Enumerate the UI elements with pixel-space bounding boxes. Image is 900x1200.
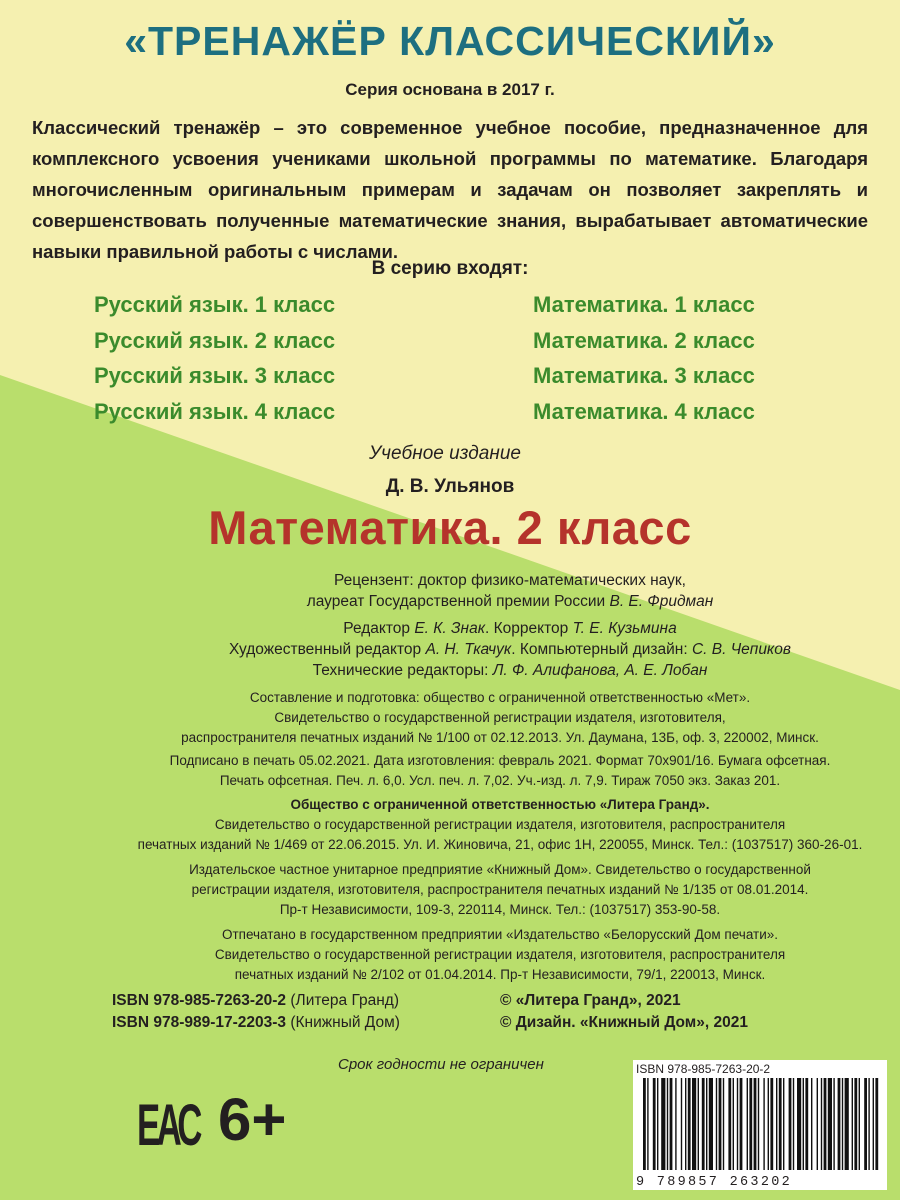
barcode-bar <box>793 1078 794 1170</box>
barcode-bar <box>709 1078 713 1170</box>
barcode-bar <box>675 1078 676 1170</box>
barcode-bar <box>824 1078 827 1170</box>
author: Д. В. Ульянов <box>385 476 515 497</box>
design-label: . Компьютерный дизайн: <box>511 641 692 658</box>
barcode-bar <box>653 1078 656 1170</box>
imprint-line: Отпечатано в государственном предприятии «Издательство «Белорусский Дом печати». <box>221 927 779 942</box>
barcode-bar <box>873 1078 874 1170</box>
print-info <box>110 751 890 791</box>
compiled-info <box>110 688 890 748</box>
art-editor-line <box>140 639 880 660</box>
imprint-line: Подписано в печать 05.02.2021. Дата изготовления: февраль 2021. Формат 70x901/16. Бумага офсетная. <box>169 753 831 768</box>
barcode-bar <box>776 1078 777 1170</box>
edition-type-text: Учебное издание <box>369 443 521 464</box>
series-founded: Серия основана в 2017 г. <box>345 80 555 99</box>
barcode-bar <box>758 1078 759 1170</box>
imprint-line: Печать офсетная. Печ. л. 6,0. Усл. печ. л. 7,02. Уч.-изд. л. 7,9. Тираж 7050 экз. Заказ 201. <box>219 773 781 788</box>
copyright <box>500 990 748 1034</box>
barcode-bar <box>770 1078 773 1170</box>
barcode-bar <box>811 1078 812 1170</box>
barcode-bar <box>768 1078 769 1170</box>
barcode-digits: 9 789857 263202 <box>636 1175 793 1190</box>
barcode-bar <box>838 1078 841 1170</box>
reviewer-text: лауреат Государственной премии России <box>306 593 610 610</box>
knizhny-dom-info <box>110 860 890 920</box>
barcode-bar <box>647 1078 648 1170</box>
corrector-name: Т. Е. Кузьмина <box>572 620 677 637</box>
reviewer-name: В. Е. Фридман <box>609 593 714 610</box>
series-item: Русский язык. 4 класс <box>94 398 336 424</box>
edition-type <box>0 443 900 465</box>
imprint-line: Составление и подготовка: общество с ограниченной ответственностью «Мет». <box>249 690 751 705</box>
series-item: Математика. 3 класс <box>533 363 755 388</box>
barcode-bar <box>779 1078 782 1170</box>
shelf-life: Срок годности не ограничен <box>338 1056 544 1073</box>
eac-mark-icon: ЕАС <box>137 1093 199 1158</box>
tech-editors-label: Технические редакторы: <box>312 662 493 679</box>
barcode-bar <box>737 1078 738 1170</box>
isbn-list <box>112 990 400 1034</box>
imprint-line: печатных изданий № 1/469 от 22.06.2015. Ул. И. Жиновича, 21, офис 1Н, 220055, Минск. Тел.: (1037517) 360-26-01. <box>137 837 863 852</box>
imprint-line: Свидетельство о государственной регистрации издателя, изготовителя, распространителя <box>214 817 786 832</box>
barcode-bar <box>698 1078 699 1170</box>
barcode-bar <box>875 1078 878 1170</box>
imprint-line: Пр-т Независимости, 109-3, 220114, Минск. Тел.: (1037517) 353-90-58. <box>279 902 721 917</box>
series-description: Классический тренажёр – это современное учебное пособие, предназначенное для комплексного усвоения учениками школьной программы по математике. Благодаря многочисленным оригинальным примерам и задачам он позволяет закреплять и совершенствовать полученные математические знания, вырабатывает автоматические навыки правильной работы с числами. <box>32 117 868 262</box>
barcode-bars-icon <box>641 1078 879 1170</box>
series-list-math <box>533 287 755 429</box>
copyright-line: © «Литера Гранд», 2021 <box>500 992 681 1009</box>
imprint-line: распространителя печатных изданий № 1/100 от 02.12.2013. Ул. Даумана, 13Б, оф. 3, 220002, Минск. <box>181 730 819 745</box>
barcode-bar <box>805 1078 808 1170</box>
barcode-bar <box>723 1078 724 1170</box>
barcode-bar <box>817 1078 818 1170</box>
reviewer-line-2 <box>140 591 880 612</box>
barcode-bar <box>657 1078 658 1170</box>
series-list-russian <box>94 287 335 429</box>
barcode-bar <box>859 1078 860 1170</box>
barcode-bar <box>754 1078 757 1170</box>
barcode-bar <box>763 1078 764 1170</box>
age-rating: 6+ <box>218 1086 287 1153</box>
publisher-info <box>110 795 890 855</box>
imprint-line: печатных изданий № 2/102 от 01.04.2014. Пр-т Независимости, 79/1, 220013, Минск. <box>234 967 766 982</box>
editor-name: Е. К. Знак <box>414 620 486 637</box>
barcode-bar <box>803 1078 804 1170</box>
barcode-bar <box>783 1078 784 1170</box>
barcode-bar <box>747 1078 748 1170</box>
barcode-bar <box>719 1078 722 1170</box>
editor-label: Редактор <box>343 620 415 637</box>
isbn-number: ISBN 978-989-17-2203-3 <box>112 1014 287 1031</box>
book-title: Математика. 2 класс <box>208 501 692 554</box>
barcode-bar <box>749 1078 752 1170</box>
editor-line <box>140 618 880 639</box>
barcode-bar <box>868 1078 869 1170</box>
barcode-bar <box>728 1078 731 1170</box>
series-item: Математика. 1 класс <box>533 292 755 317</box>
imprint-line: регистрации издателя, изготовителя, распространителя печатных изданий № 1/135 от 08.01.2014. <box>191 882 809 897</box>
barcode-bar <box>833 1078 834 1170</box>
imprint-line: Издательское частное унитарное предприятие «Книжный Дом». Свидетельство о государственной <box>189 862 811 877</box>
tech-editors-names: Л. Ф. Алифанова, А. Е. Лобан <box>492 662 708 679</box>
barcode-bar <box>789 1078 792 1170</box>
printer-info <box>110 925 890 985</box>
corrector-label: . Корректор <box>485 620 573 637</box>
series-includes-label: В серию входят: <box>371 258 529 279</box>
barcode-bar <box>670 1078 673 1170</box>
barcode-bar <box>854 1078 857 1170</box>
barcode-bar <box>842 1078 843 1170</box>
barcode-isbn: ISBN 978-985-7263-20-2 <box>636 1062 771 1076</box>
barcode-bar <box>661 1078 665 1170</box>
barcode-bar <box>706 1078 707 1170</box>
series-title: «ТРЕНАЖЁР КЛАССИЧЕСКИЙ» <box>124 18 776 64</box>
barcode <box>633 1060 887 1190</box>
series-item: Русский язык. 3 класс <box>94 363 336 388</box>
art-editor-label: Художественный редактор <box>229 641 426 658</box>
designer-name: С. В. Чепиков <box>691 641 791 658</box>
barcode-bar <box>716 1078 717 1170</box>
barcode-bar <box>688 1078 691 1170</box>
credits <box>140 570 880 681</box>
barcode-bar <box>685 1078 686 1170</box>
series-item: Математика. 4 класс <box>533 398 755 424</box>
reviewer-line: Рецензент: доктор физико-математических наук, <box>334 572 686 589</box>
barcode-bar <box>702 1078 705 1170</box>
isbn-line <box>112 990 400 1012</box>
barcode-bar <box>845 1078 849 1170</box>
barcode-bar <box>740 1078 743 1170</box>
series-item: Русский язык. 1 класс <box>94 292 336 317</box>
imprint-line: Свидетельство о государственной регистрации издателя, изготовителя, <box>274 710 726 725</box>
isbn-publisher: (Книжный Дом) <box>286 1014 400 1031</box>
series-item: Математика. 2 класс <box>533 327 755 353</box>
tech-editors-line <box>140 660 880 681</box>
barcode-bar <box>828 1078 832 1170</box>
barcode-bar <box>821 1078 822 1170</box>
art-editor-name: А. Н. Ткачук <box>425 641 512 658</box>
barcode-bar <box>692 1078 696 1170</box>
barcode-bar <box>864 1078 867 1170</box>
barcode-bar <box>797 1078 801 1170</box>
barcode-bar <box>667 1078 668 1170</box>
isbn-number: ISBN 978-985-7263-20-2 <box>112 992 287 1009</box>
series-item: Русский язык. 2 класс <box>94 327 336 353</box>
isbn-line <box>112 1012 400 1034</box>
imprint-line: Свидетельство о государственной регистрации издателя, изготовителя, распространителя <box>214 947 786 962</box>
barcode-bar <box>733 1078 734 1170</box>
publisher-name: Общество с ограниченной ответственностью «Литера Гранд». <box>290 797 710 812</box>
barcode-bar <box>681 1078 682 1170</box>
barcode-bar <box>852 1078 853 1170</box>
copyright-line: © Дизайн. «Книжный Дом», 2021 <box>500 1014 748 1031</box>
isbn-publisher: (Литера Гранд) <box>286 992 399 1009</box>
barcode-bar <box>643 1078 646 1170</box>
